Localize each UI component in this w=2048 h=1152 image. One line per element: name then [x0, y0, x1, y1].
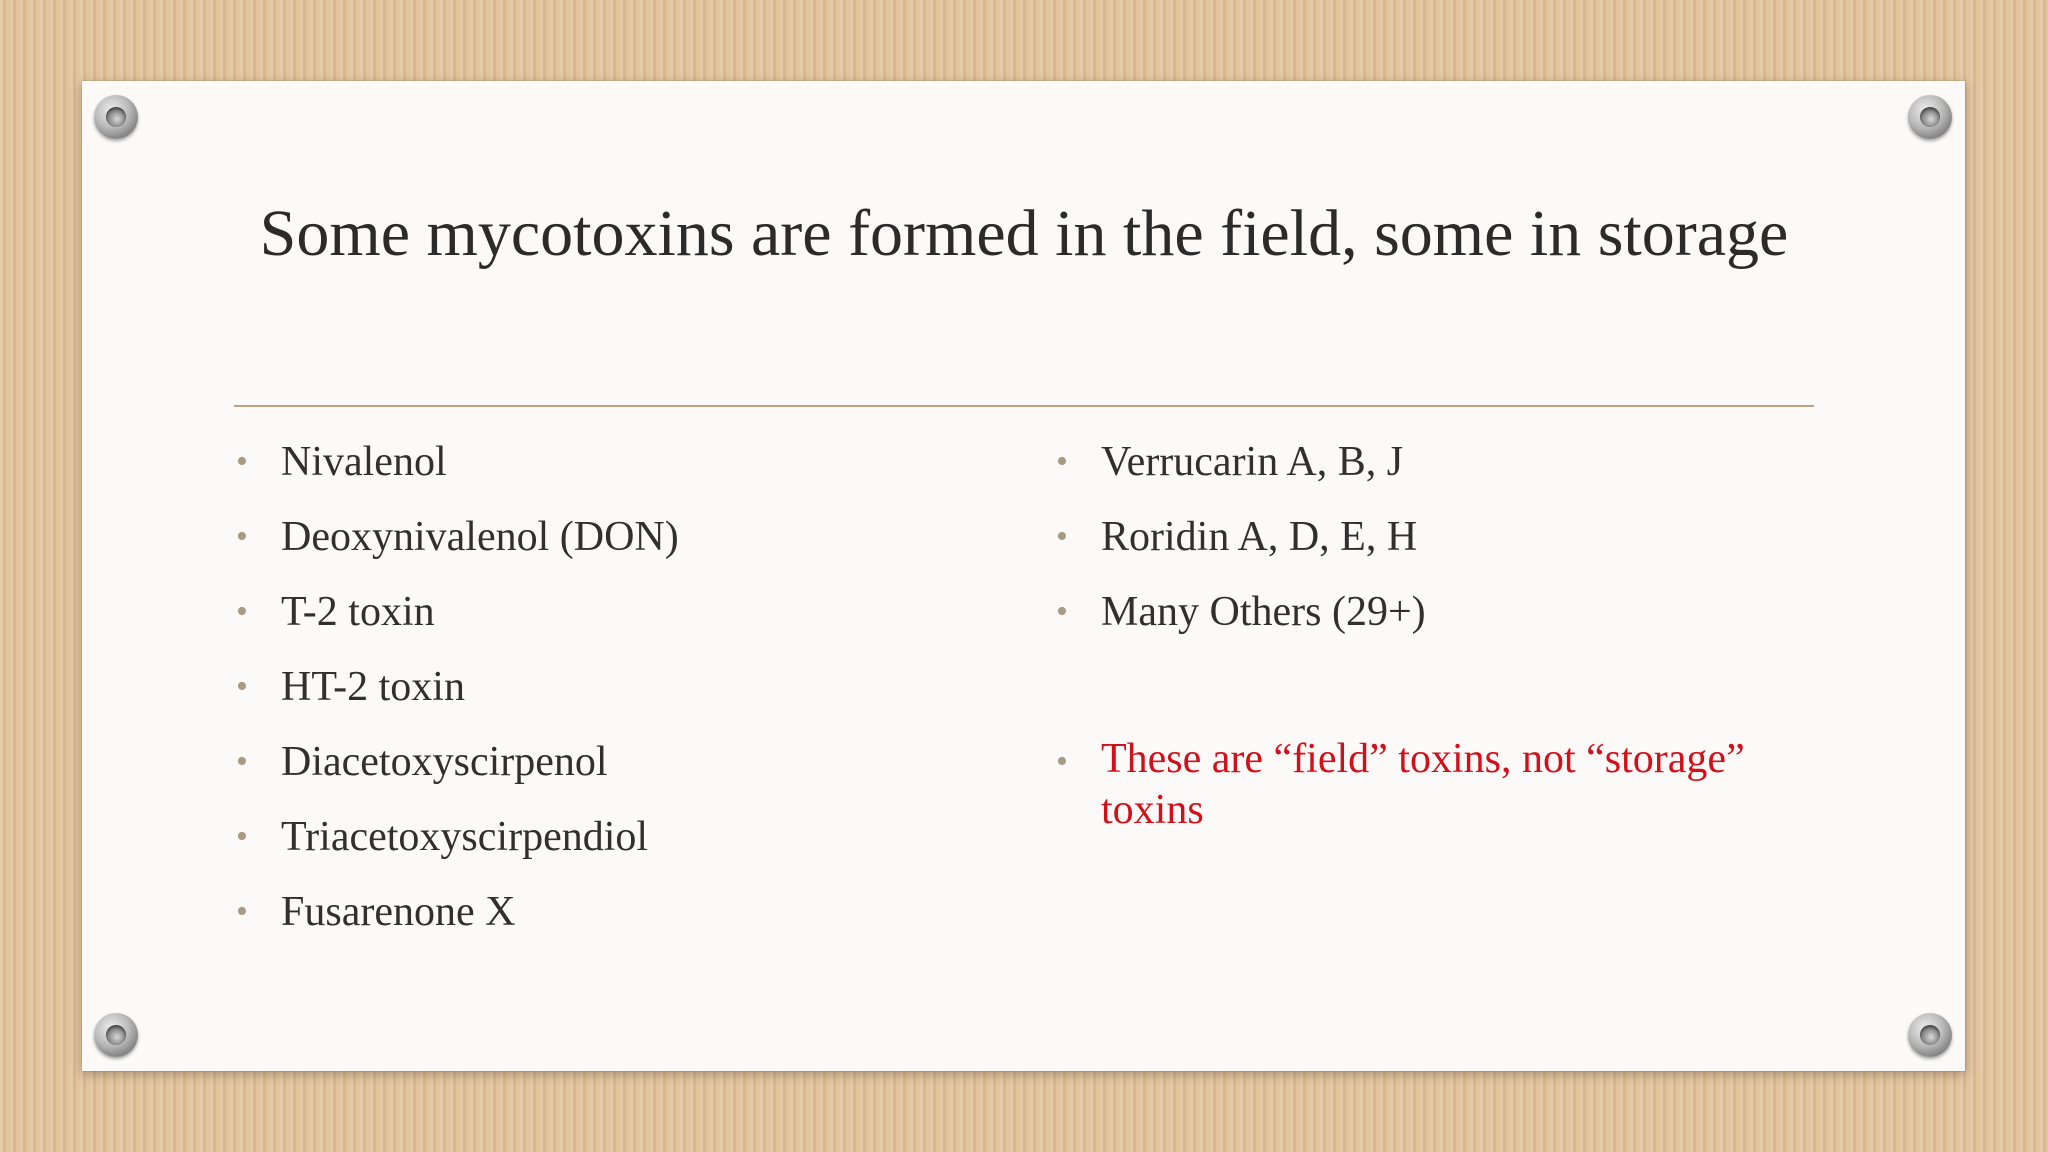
list-item: • Many Others (29+) [1056, 584, 1836, 659]
bullet-icon: • [1056, 593, 1068, 630]
list-item: • T-2 toxin [236, 584, 996, 659]
bullet-icon: • [236, 668, 248, 705]
bullet-icon: • [1056, 518, 1068, 555]
bullet-icon: • [1056, 743, 1068, 780]
title-divider [234, 405, 1814, 407]
list-item: • Nivalenol [236, 434, 996, 509]
list-item: • HT-2 toxin [236, 659, 996, 734]
grommet-icon [1908, 95, 1952, 139]
right-bullet-list [1056, 434, 1836, 836]
bullet-icon: • [1056, 443, 1068, 480]
bullet-icon: • [236, 893, 248, 930]
list-item: • Deoxynivalenol (DON) [236, 509, 996, 584]
list-item: • Roridin A, D, E, H [1056, 509, 1836, 584]
list-item: • Triacetoxyscirpendiol [236, 809, 996, 884]
slide-title: Some mycotoxins are formed in the field, some in storage [259, 197, 1789, 270]
list-item: • Fusarenone X [236, 884, 996, 959]
bullet-icon: • [236, 443, 248, 480]
bullet-icon: • [236, 818, 248, 855]
field-toxins-note: • These are “field” toxins, not “storage” toxins [1056, 736, 1745, 833]
grommet-icon [94, 95, 138, 139]
bullet-icon: • [236, 743, 248, 780]
list-item: • Verrucarin A, B, J [1056, 434, 1836, 509]
grommet-icon [94, 1013, 138, 1057]
grommet-icon [1908, 1013, 1952, 1057]
bullet-icon: • [236, 518, 248, 555]
list-item: • Diacetoxyscirpenol [236, 734, 996, 809]
bullet-icon: • [236, 593, 248, 630]
left-bullet-list [236, 434, 996, 959]
list-spacer [1056, 659, 1836, 734]
